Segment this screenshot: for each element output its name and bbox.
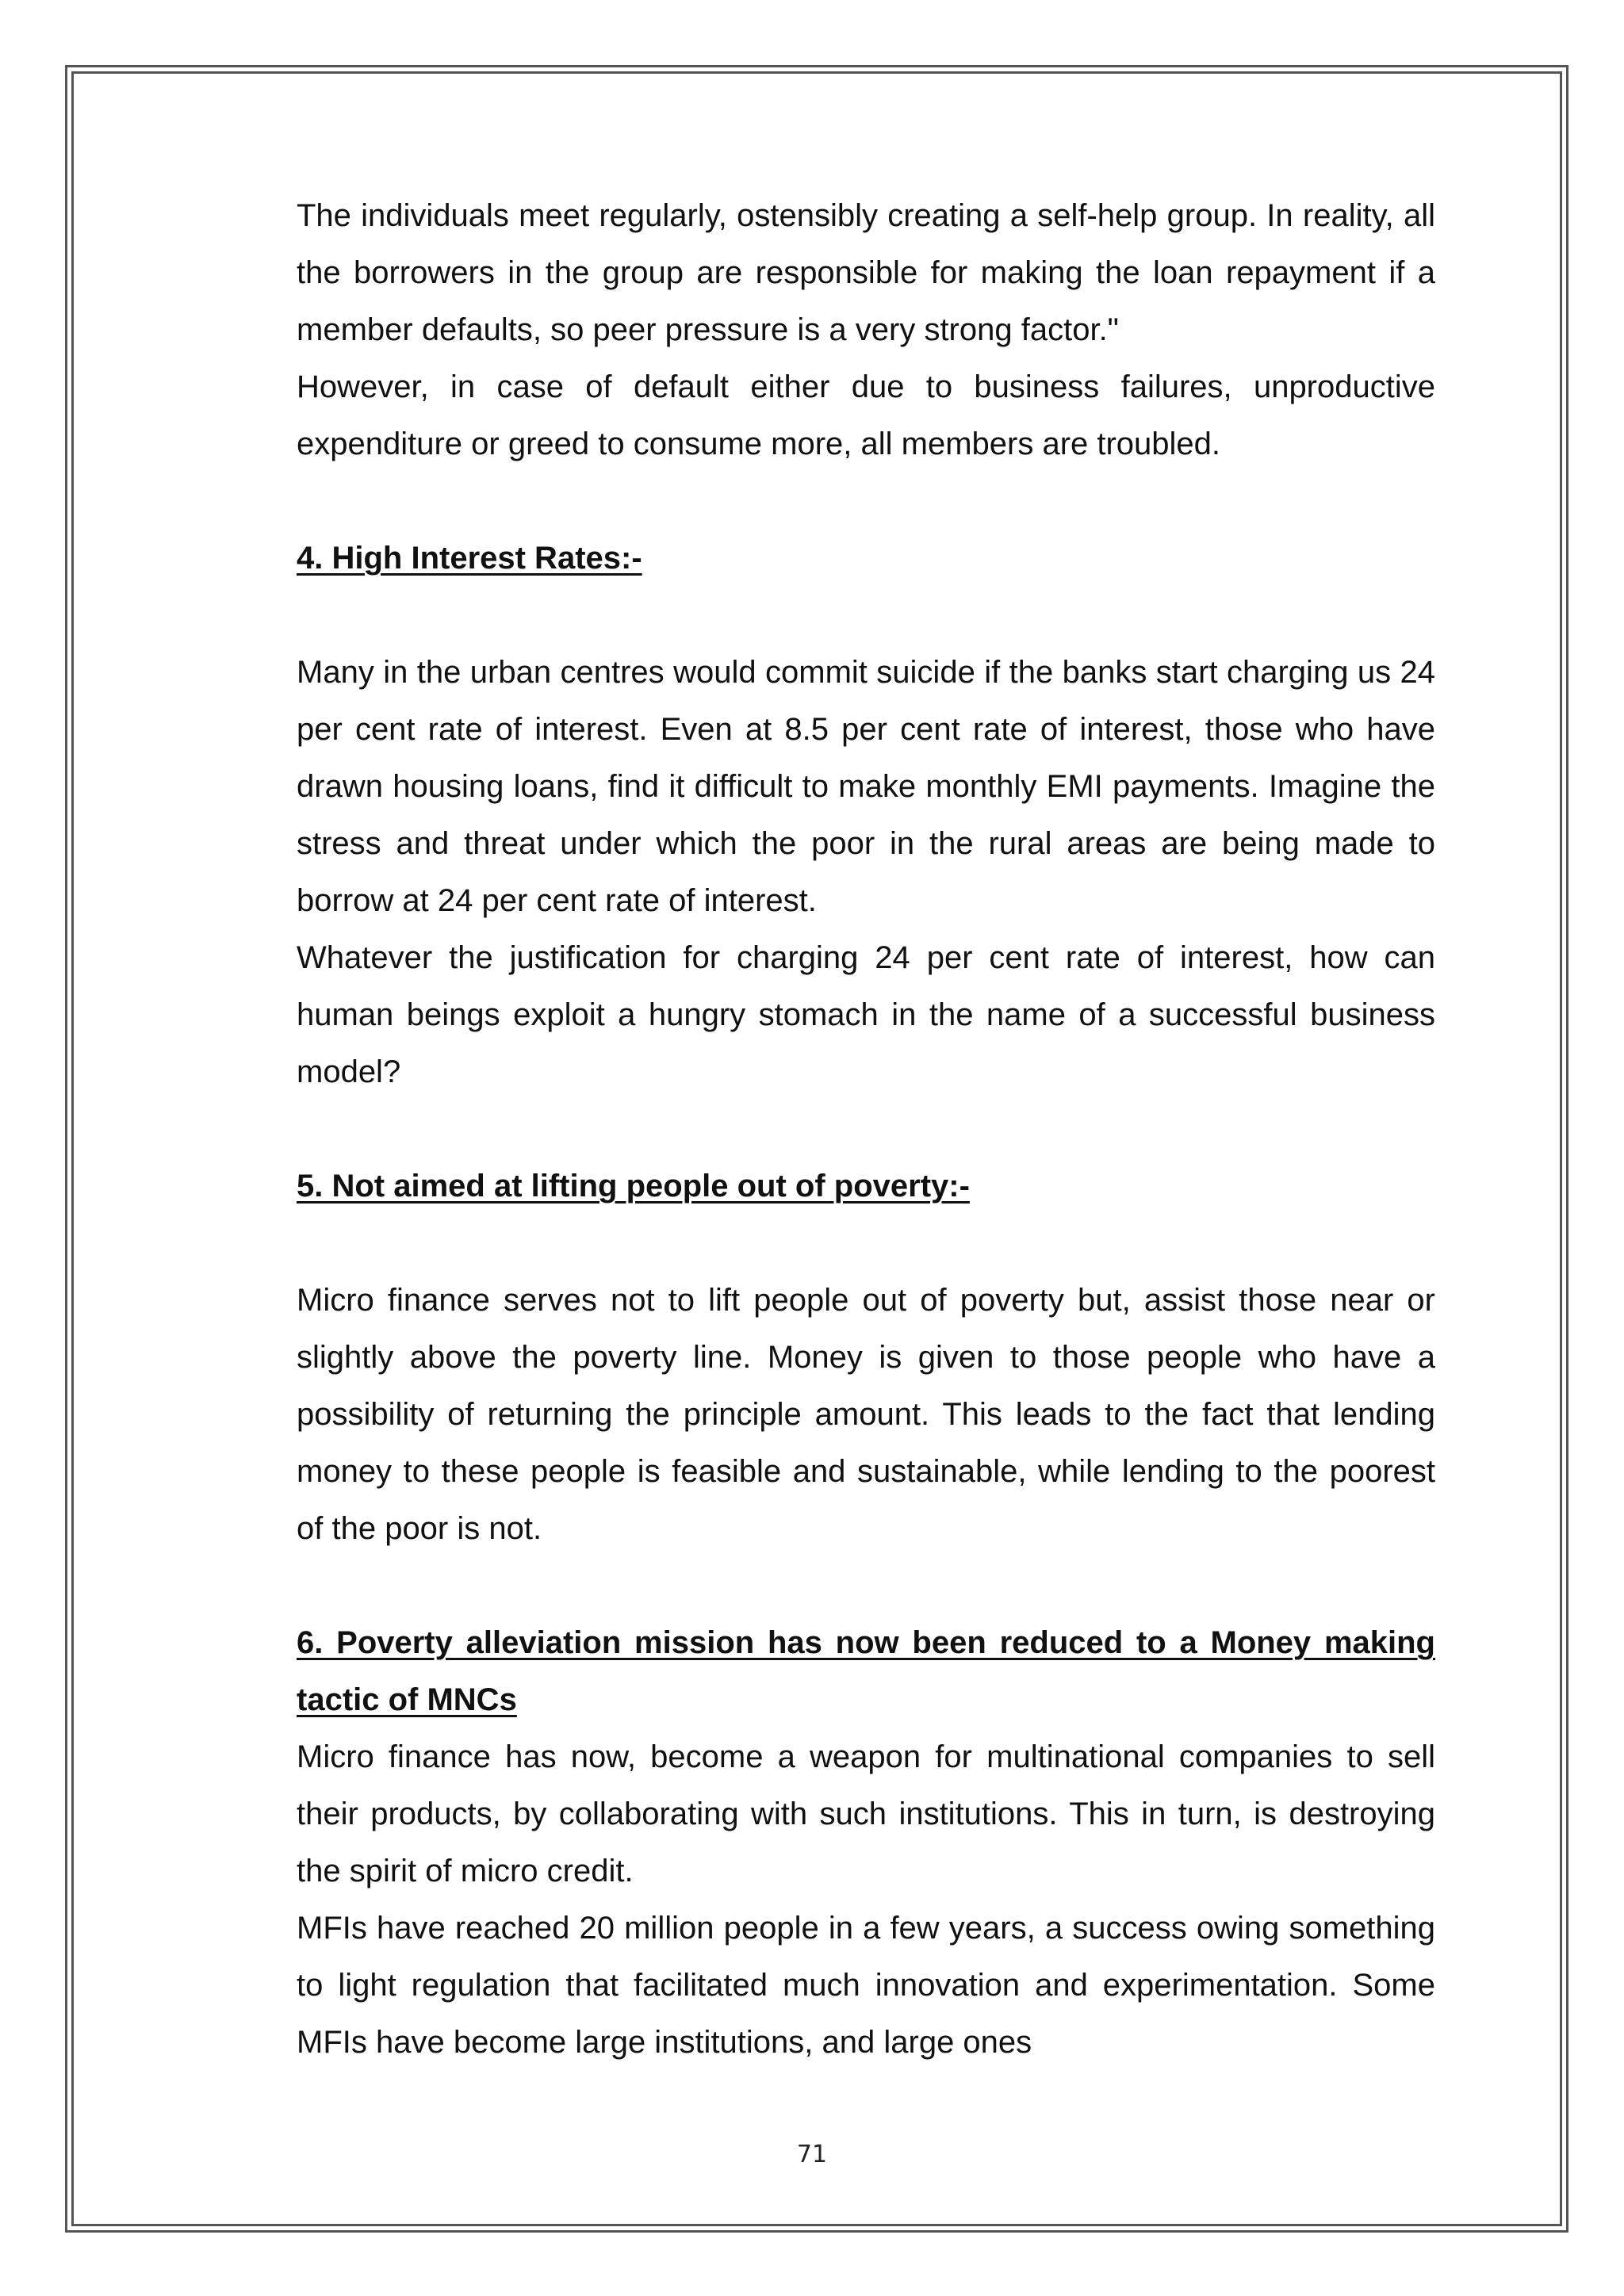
section-5-paragraph-1: Micro finance serves not to lift people out of poverty but, assist those near or slightly above the poverty line. Money is given to those people who have a possibility of returning the principle amount. This leads to the fact that lending money to these people is feasible and sustainable, while lending to the poorest of the poor is not.	[297, 1283, 1435, 1546]
section-4-heading: 4. High Interest Rates:-	[297, 541, 642, 576]
page-number: 71	[796, 2141, 828, 2168]
spacer	[297, 1100, 1435, 1158]
intro-paragraph-1: The individuals meet regularly, ostensibly creating a self-help group. In reality, all the borrowers in the group are responsible for making the loan repayment if a member defaults, so peer pressure is a very strong factor."	[297, 198, 1435, 347]
spacer	[297, 587, 1435, 644]
section-4-paragraph-1: Many in the urban centres would commit suicide if the banks start charging us 24 per cent rate of interest. Even at 8.5 per cent rate of interest, those who have drawn housing loans, find it difficult to make monthly EMI payments. Imagine the stress and threat under which the poor in the rural areas are being made to borrow at 24 per cent rate of interest.	[297, 655, 1435, 918]
spacer	[297, 473, 1435, 530]
section-4-paragraph-2: Whatever the justification for charging 24 per cent rate of interest, how can human beings exploit a hungry stomach in the name of a successful business model?	[297, 940, 1435, 1089]
spacer	[297, 1215, 1435, 1272]
intro-paragraph-2: However, in case of default either due to business failures, unproductive expenditure or greed to consume more, all members are troubled.	[297, 369, 1435, 461]
spacer	[297, 1557, 1435, 1614]
section-6-heading: 6. Poverty alleviation mission has now been reduced to a Money making tactic of MNCs	[297, 1625, 1435, 1717]
section-6-paragraph-2: MFIs have reached 20 million people in a few years, a success owing something to light regulation that facilitated much innovation and experimentation. Some MFIs have become large institutions, and large ones	[297, 1911, 1435, 2060]
document-body	[297, 187, 1435, 2071]
section-6-paragraph-1: Micro finance has now, become a weapon for multinational companies to sell their products, by collaborating with such institutions. This in turn, is destroying the spirit of micro credit.	[297, 1739, 1435, 1888]
section-5-heading: 5. Not aimed at lifting people out of poverty:-	[297, 1169, 970, 1203]
